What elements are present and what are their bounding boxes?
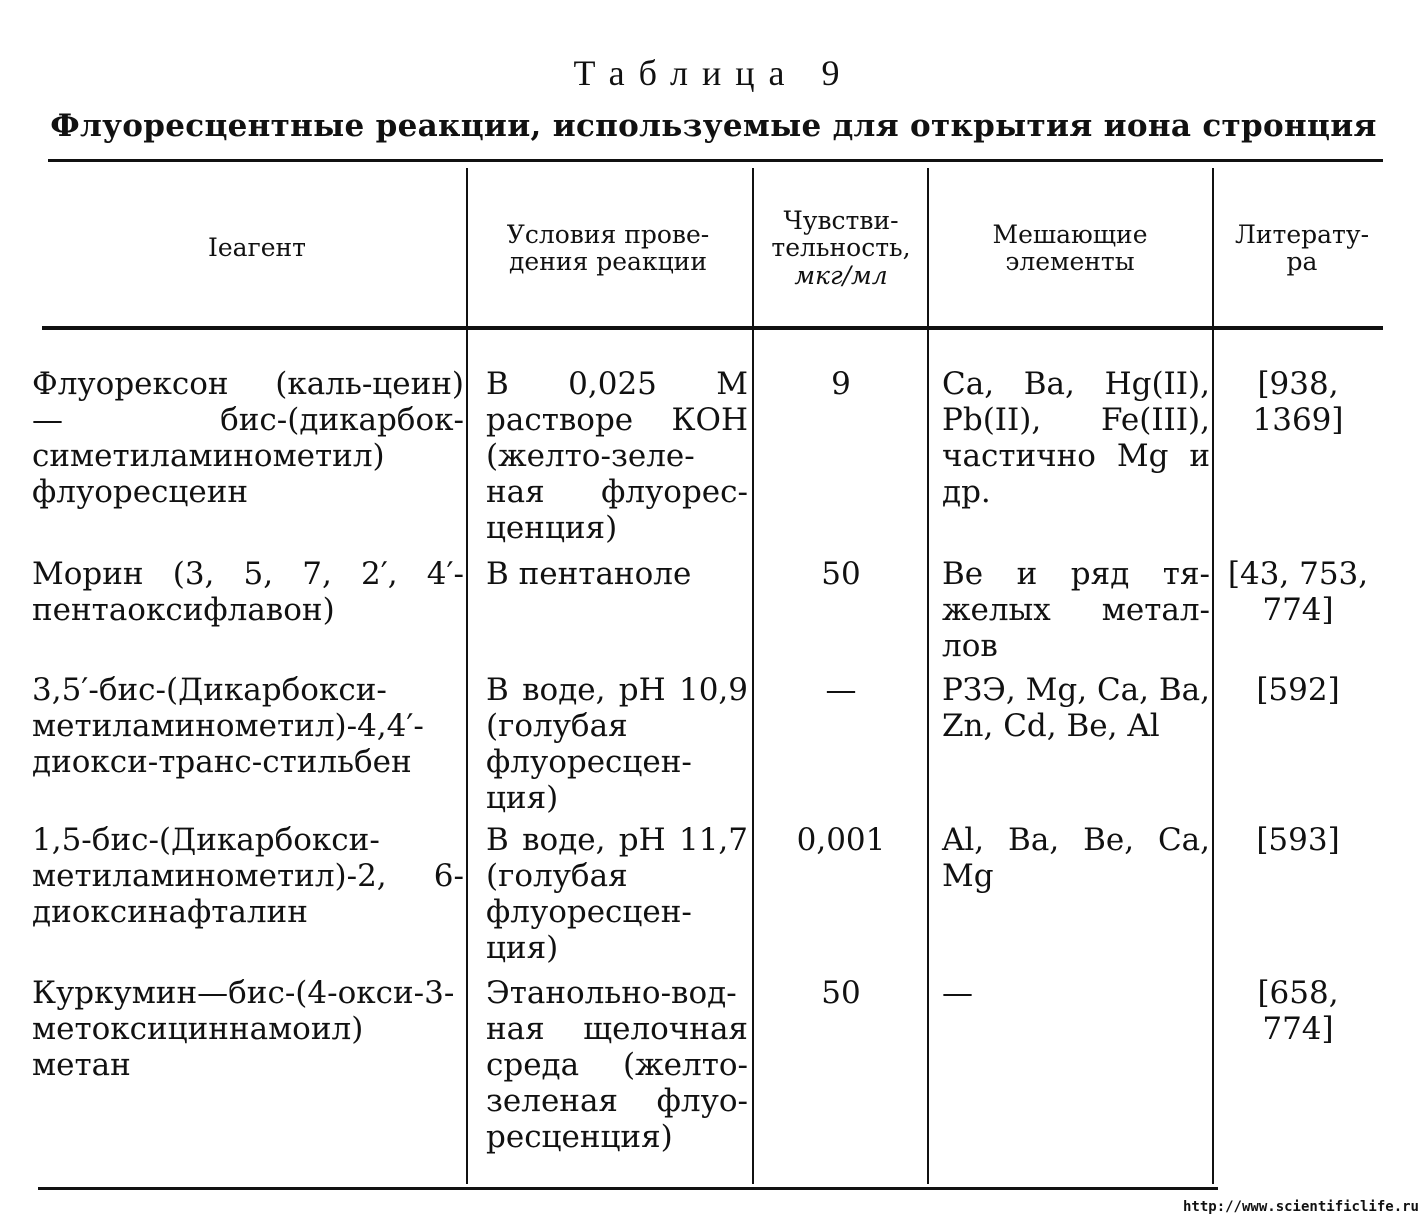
row-1-reagent: Флуорексон (каль-цеин) — бис-(дикарбок-симетиламинометил) флуоресцеин	[32, 366, 464, 510]
row-1-interfering: Ca, Ba, Hg(II), Pb(II), Fe(III), частично Mg и др.	[942, 366, 1210, 510]
header-literature-label: Литерату-ра	[1234, 219, 1370, 276]
header-interfering	[960, 168, 1180, 328]
header-interfering-label: Мешающие элементы	[992, 219, 1148, 276]
column-divider-2	[752, 168, 754, 1184]
row-4-literature: [593]	[1256, 822, 1340, 858]
row-2-conditions: В пентаноле	[486, 556, 692, 592]
header-sensitivity-label: Чувстви-тельность,	[771, 205, 911, 263]
row-1-conditions: В 0,025 М растворе КОН (желто-зеле-ная флуорес-ценция)	[486, 366, 748, 546]
row-1-sensitivity: 9	[831, 366, 851, 402]
row-5-interfering: —	[942, 975, 973, 1011]
row-2-interfering: Ве и ряд тя-желых метал-лов	[942, 556, 1210, 664]
row-4-sensitivity: 0,001	[796, 822, 886, 858]
top-rule	[48, 159, 1383, 162]
header-reagent-label: Iеагент	[208, 233, 306, 263]
row-1-literature: [938, 1369]	[1252, 366, 1344, 438]
row-2-reagent: Морин (3, 5, 7, 2′, 4′-пентаоксифлавон)	[32, 556, 464, 628]
row-5-conditions: Этанольно-вод-ная щелочная среда (желто-зеленая флуо-ресценция)	[486, 975, 748, 1155]
row-2-literature: [43, 753, 774]	[1227, 556, 1369, 628]
row-5-reagent: Куркумин—бис-(4-окси-3-метоксициннамоил) метан	[32, 975, 455, 1083]
header-sensitivity	[756, 168, 926, 328]
row-3-interfering: РЗЭ, Mg, Ca, Ba, Zn, Cd, Be, Al	[942, 672, 1210, 744]
header-sensitivity-units: мкг/мл	[794, 260, 888, 290]
header-conditions-label: Условия прове-дения реакции	[506, 219, 710, 276]
header-literature	[1222, 168, 1382, 328]
column-divider-3	[927, 168, 929, 1184]
row-3-literature: [592]	[1256, 672, 1340, 708]
row-4-reagent: 1,5-бис-(Дикарбокси-метиламинометил)-2, 6-диоксинафталин	[32, 822, 464, 930]
watermark: http://www.scientificlife.ru	[1182, 1199, 1419, 1215]
row-4-interfering: Al, Ba, Be, Ca, Mg	[942, 822, 1210, 894]
column-divider-1	[466, 168, 468, 1184]
table-title: Флуоресцентные реакции, используемые для открытия иона стронция	[50, 108, 1377, 144]
row-2-sensitivity: 50	[821, 556, 861, 592]
row-5-sensitivity: 50	[821, 975, 861, 1011]
header-conditions	[480, 168, 736, 328]
row-4-conditions: В воде, pH 11,7 (голубая флуоресцен-ция)	[486, 822, 748, 966]
row-3-conditions: В воде, pH 10,9 (голубая флуоресцен-ция)	[486, 672, 748, 816]
row-3-reagent: 3,5′-бис-(Дикарбокси-метиламинометил)-4,4′-диокси-транс-стильбен	[32, 672, 424, 780]
bottom-rule	[38, 1187, 1218, 1190]
row-3-sensitivity: —	[825, 672, 857, 708]
column-divider-4	[1212, 168, 1214, 1184]
header-reagent	[48, 168, 466, 328]
table-number: Таблица 9	[573, 53, 854, 93]
row-5-literature: [658, 774]	[1257, 975, 1339, 1047]
